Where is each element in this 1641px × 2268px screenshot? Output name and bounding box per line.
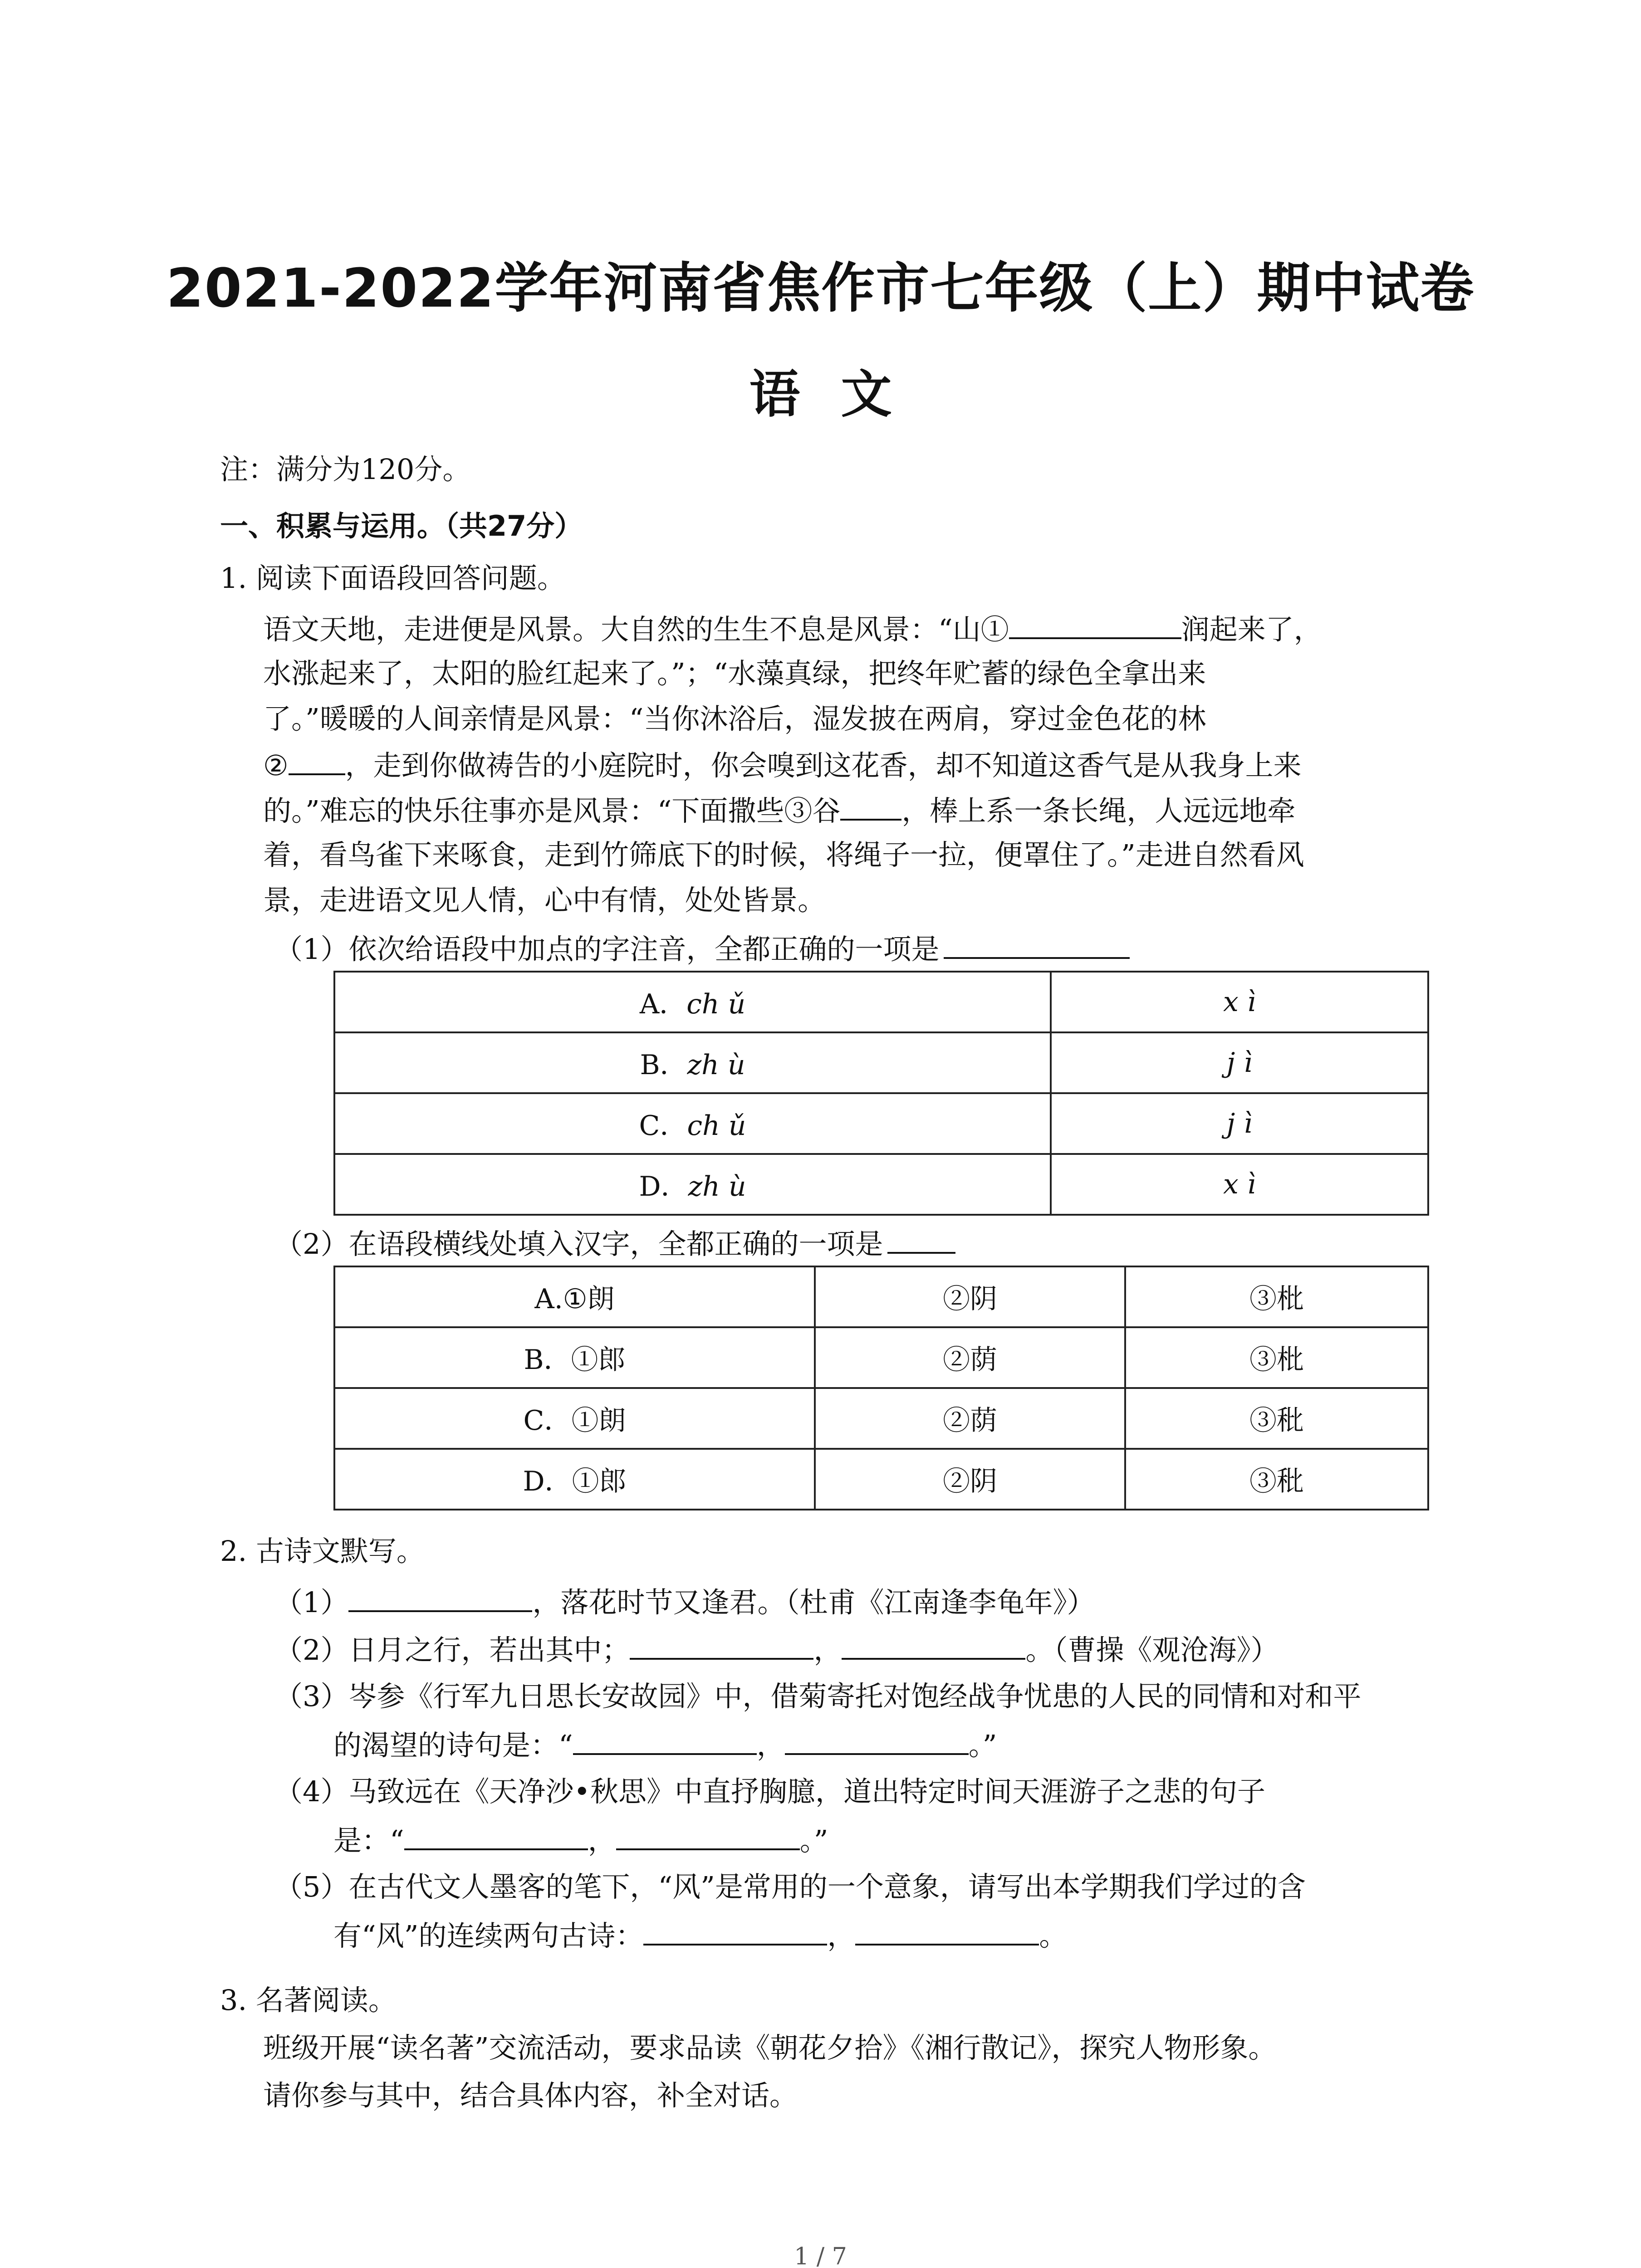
blank-3[interactable] [840,787,901,821]
answer-blank[interactable] [855,1912,1039,1945]
answer-blank[interactable] [944,925,1130,959]
recite-item-5: （5）在古代文人墨客的笔下，“风”是常用的一个意象，请写出本学期我们学过的含 [274,1870,1306,1903]
option-row-c[interactable]: C．①朗 ②荫 ③秕 [334,1388,1428,1449]
option-table-2 [333,1266,1429,1510]
subquestion-2: （2）在语段横线处填入汉字，全都正确的一项是 [274,1220,955,1267]
question-3-stem: 3. 名著阅读。 [220,1984,397,2017]
option-row-c[interactable]: C．ch ǔ j ì [334,1093,1428,1154]
recite-item-3: （3）岑参《行军九日思长安故园》中，借菊寄托对饱经战争忧患的人民的同情和对和平 [274,1680,1362,1713]
answer-blank[interactable] [887,1220,955,1254]
passage-line: ② ，走到你做祷告的小庭院时，你会嗅到这花香，却不知道这香气是从我身上来 [263,742,1302,788]
recite-item-1: （1） ，落花时节又逢君。（杜甫《江南逢李龟年》） [274,1579,1095,1625]
passage-line: 景，走进语文见人情，心中有情，处处皆景。 [263,884,826,917]
question-3-text: 班级开展“读名著”交流活动，要求品读《朝花夕拾》《湘行散记》，探究人物形象。 [263,2031,1277,2064]
option-table-1 [333,971,1429,1216]
recite-item-4: （4）马致远在《天净沙•秋思》中直抒胸臆，道出特定时间天涯游子之悲的句子 [274,1775,1266,1808]
question-1-stem: 1. 阅读下面语段回答问题。 [220,562,565,595]
question-3-text: 请你参与其中，结合具体内容，补全对话。 [263,2079,798,2112]
answer-blank[interactable] [785,1721,969,1755]
recite-item-3-cont: 的渴望的诗句是：“ ， 。” [333,1721,997,1768]
option-row-a[interactable]: A.①朗 ②阴 ③枇 [334,1266,1428,1327]
passage-line: 的。”难忘的快乐往事亦是风景：“下面撒些③谷 ，棒上系一条长绳，人远远地牵 [263,787,1295,834]
score-note: 注：满分为120分。 [220,453,471,486]
option-row-a[interactable]: A．ch ǔ x ì [334,972,1428,1032]
question-2-stem: 2. 古诗文默写。 [220,1535,425,1568]
answer-blank[interactable] [573,1721,757,1755]
answer-blank[interactable] [643,1912,827,1945]
page-number: 1 / 7 [794,2243,847,2268]
passage-line: 水涨起来了，太阳的脸红起来了。”；“水藻真绿，把终年贮蓄的绿色全拿出来 [263,657,1206,690]
passage-line: 着，看鸟雀下来啄食，走到竹筛底下的时候，将绳子一拉，便罩住了。”走进自然看风 [263,838,1304,871]
recite-item-5-cont: 有“风”的连续两句古诗： ， 。 [333,1912,1067,1959]
blank-1[interactable] [1009,606,1181,639]
option-row-b[interactable]: B．①郎 ②荫 ③枇 [334,1327,1428,1388]
option-row-d[interactable]: D．①郎 ②阴 ③秕 [334,1449,1428,1510]
section-heading: 一、积累与运用。（共27分） [220,509,583,543]
answer-blank[interactable] [348,1579,532,1612]
answer-blank[interactable] [842,1626,1025,1660]
answer-blank[interactable] [630,1626,813,1660]
page-title: 2021-2022学年河南省焦作市七年级（上）期中试卷 [166,257,1475,319]
subquestion-1: （1）依次给语段中加点的字注音，全都正确的一项是 [274,925,1130,972]
passage-line: 了。”暖暖的人间亲情是风景：“当你沐浴后，湿发披在两肩，穿过金色花的林 [263,702,1206,735]
subject-title: 语文 [749,365,933,424]
blank-2[interactable] [289,742,345,775]
passage-line: 语文天地，走进便是风景。大自然的生生不息是风景：“山① 润起来了， [263,606,1322,652]
answer-blank[interactable] [616,1817,800,1850]
option-row-d[interactable]: D．zh ù x ì [334,1154,1428,1215]
recite-item-4-cont: 是：“ ， 。” [333,1817,828,1863]
option-row-b[interactable]: B．zh ù j ì [334,1032,1428,1093]
answer-blank[interactable] [404,1817,588,1850]
recite-item-2: （2）日月之行，若出其中； ， 。（曹操《观沧海》） [274,1626,1279,1673]
